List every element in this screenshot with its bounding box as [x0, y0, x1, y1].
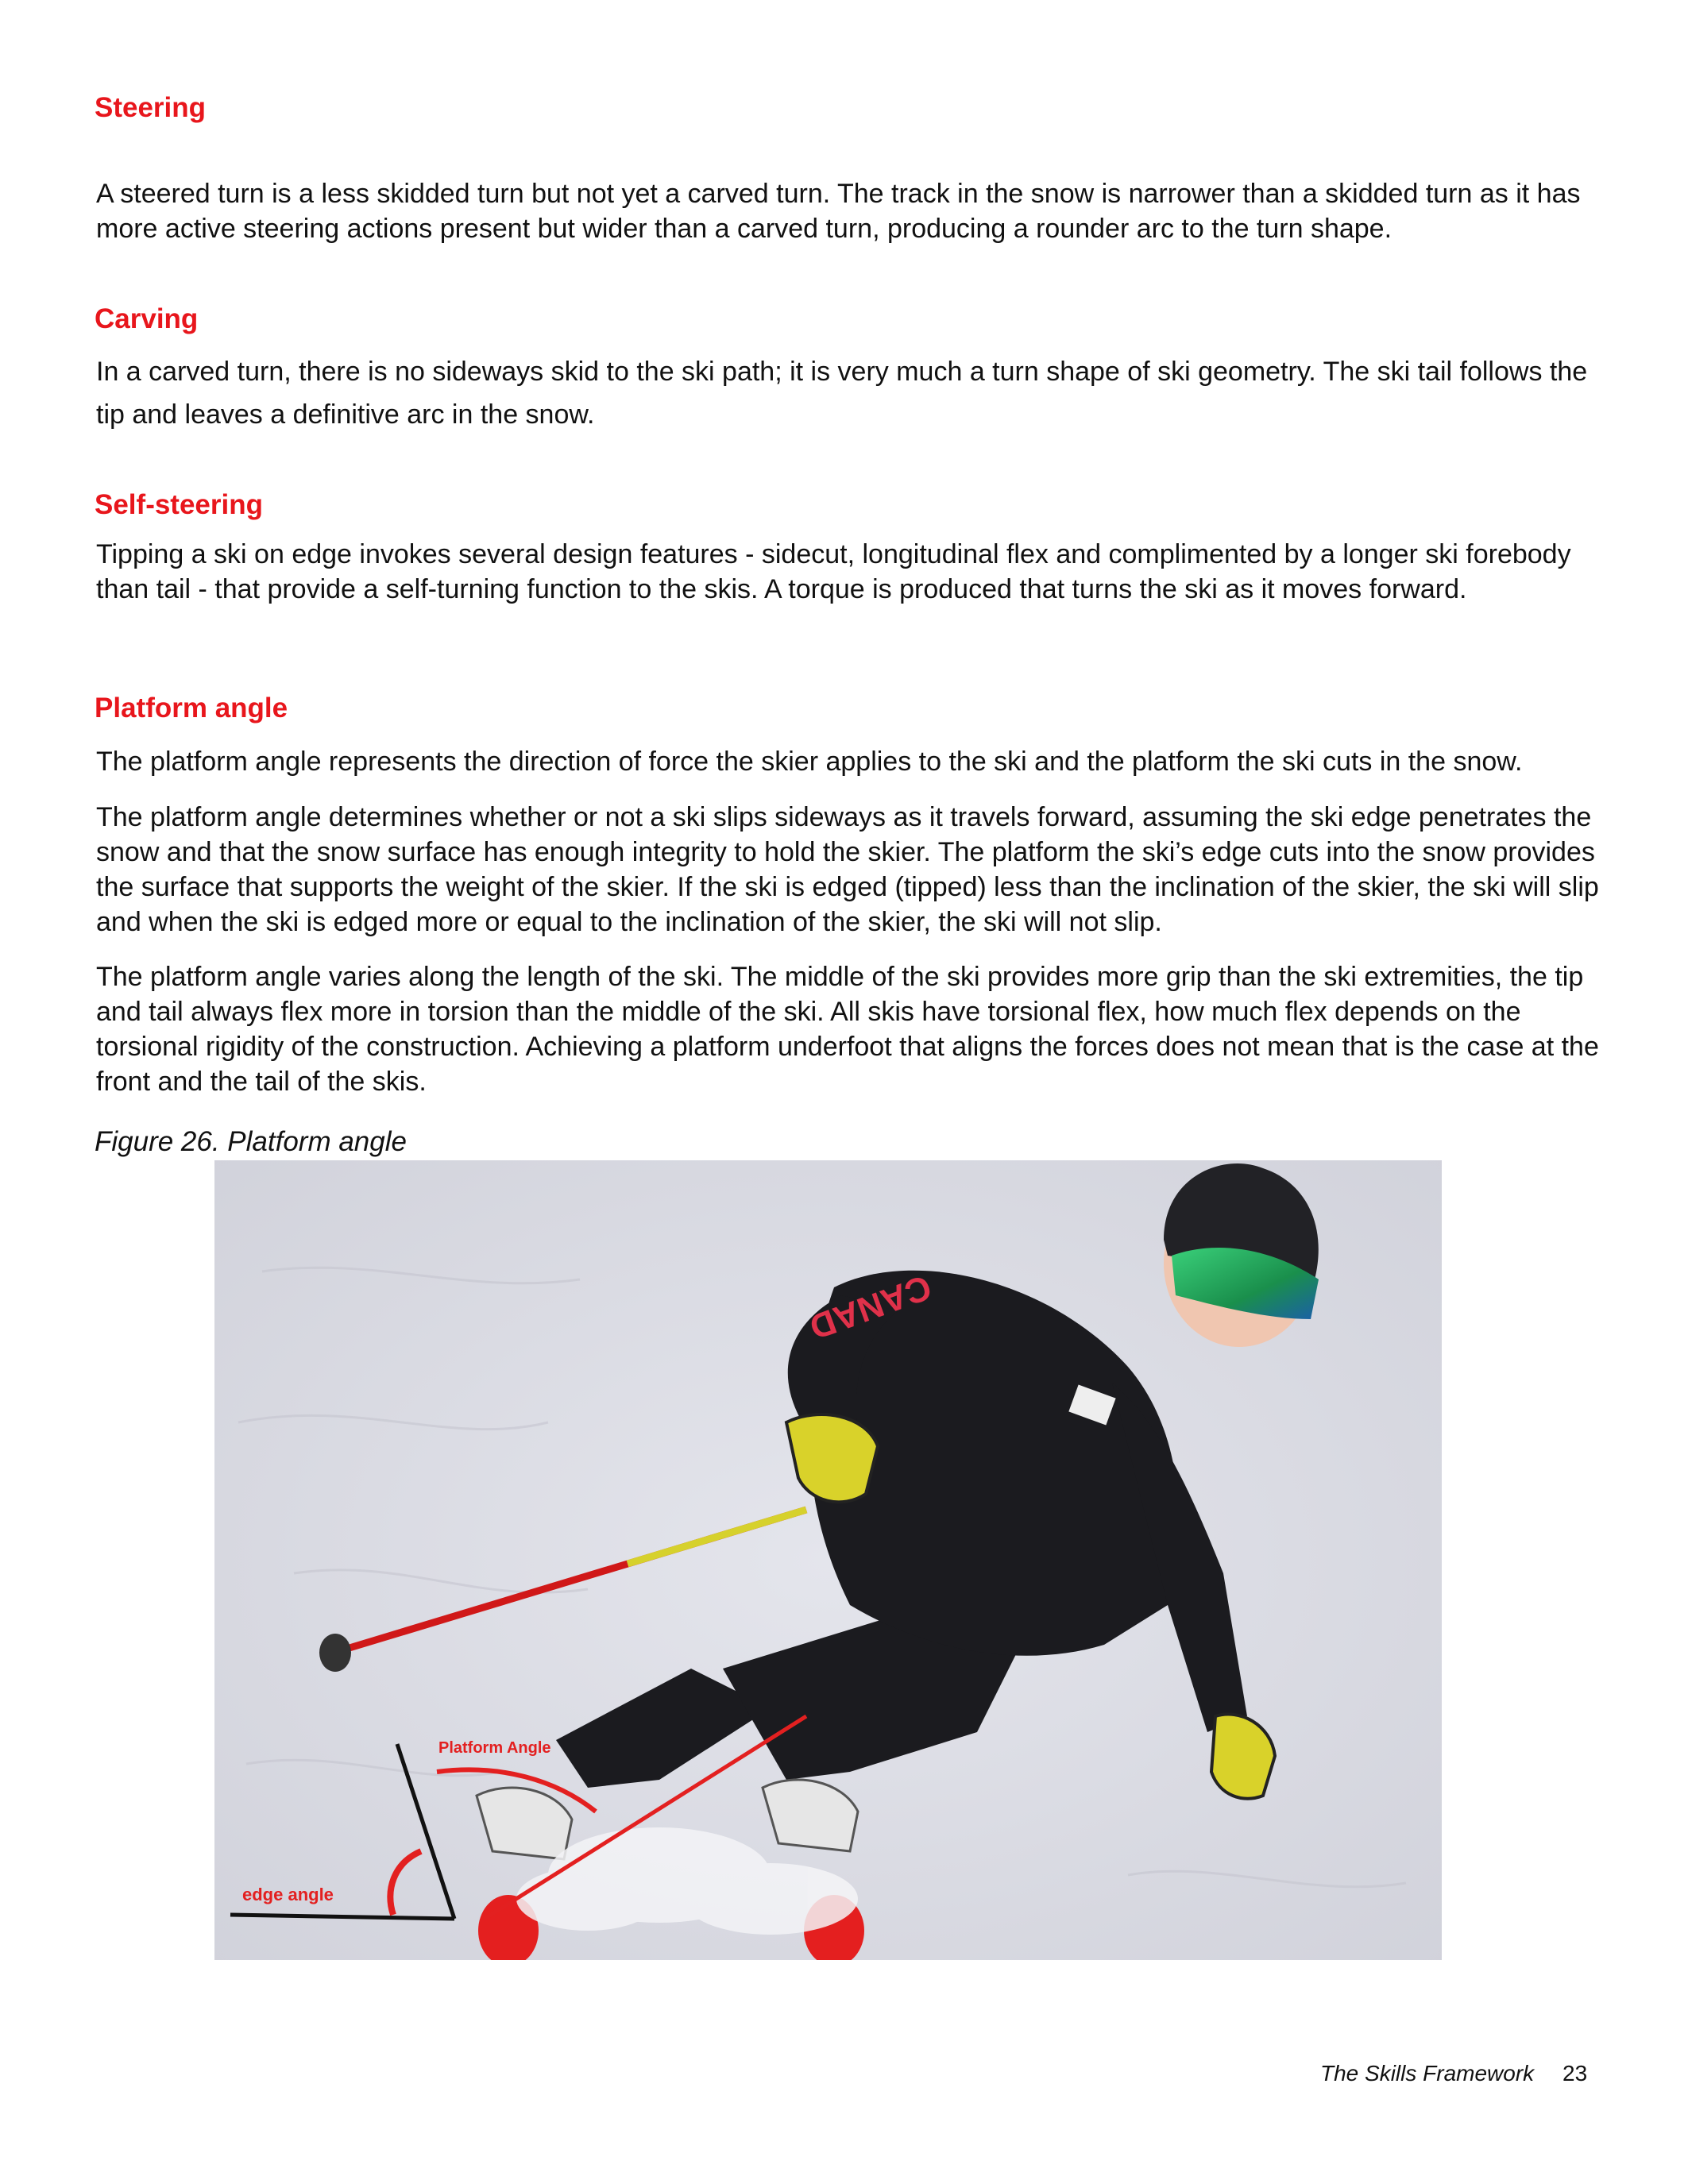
- edge-angle-label: edge angle: [242, 1885, 334, 1904]
- skier-photo: [214, 1160, 1442, 1960]
- figure-caption: Figure 26. Platform angle: [95, 1126, 407, 1157]
- paragraph-platform-angle-3: The platform angle varies along the length of the ski. The middle of the ski provides more grip than the ski extremities, the tip and tail always flex more in torsion than the middle of the ski. All skis have torsional flex, how much flex depends on the torsional rigidity of the construction. Achieving a platform underfoot that aligns the forces does not mean that is the case at the front and the tail of the skis.: [96, 962, 1599, 1097]
- page-number: 23: [1562, 2061, 1588, 2086]
- heading-carving: Carving: [95, 303, 199, 334]
- paragraph-platform-angle-1: The platform angle represents the direction of force the skier applies to the ski and the platform the ski cuts in the snow.: [96, 747, 1523, 777]
- platform-angle-label: Platform Angle: [438, 1739, 551, 1757]
- paragraph-carving: In a carved turn, there is no sideways skid to the ski path; it is very much a turn shape of ski geometry. The ski tail follows the tip and leaves a definitive arc in the snow.: [96, 357, 1588, 430]
- paragraph-self-steering: Tipping a ski on edge invokes several design features - sidecut, longitudinal flex and complimented by a longer ski forebody than tail - that provide a self-turning function to the skis. A torque is produced that turns the ski as it moves forward.: [96, 539, 1571, 604]
- footer-title: The Skills Framework: [1320, 2061, 1535, 2086]
- jacket-lettering: CANAD: [804, 1267, 937, 1347]
- pole-basket: [319, 1634, 351, 1672]
- heading-platform-angle: Platform angle: [95, 693, 288, 723]
- skier-illustration: [214, 1160, 1442, 1960]
- paragraph-steering: A steered turn is a less skidded turn but not yet a carved turn. The track in the snow is narrower than a skidded turn as it has more active steering actions present but wider than a carved turn, producing a rounder arc to the turn shape.: [96, 179, 1581, 244]
- heading-steering: Steering: [95, 92, 207, 123]
- paragraph-platform-angle-2: The platform angle determines whether or not a ski slips sideways as it travels forward, assuming the ski edge penetrates the snow and that the snow surface has enough integrity to hold the skier. The platform the ski’s edge cuts into the snow provides the surface that supports the weight of the skier. If the ski is edged (tipped) less than the inclination of the skier, the ski will slip and when the ski is edged more or equal to the inclination of the skier, the ski will not slip.: [96, 802, 1599, 937]
- heading-self-steering: Self-steering: [95, 489, 263, 520]
